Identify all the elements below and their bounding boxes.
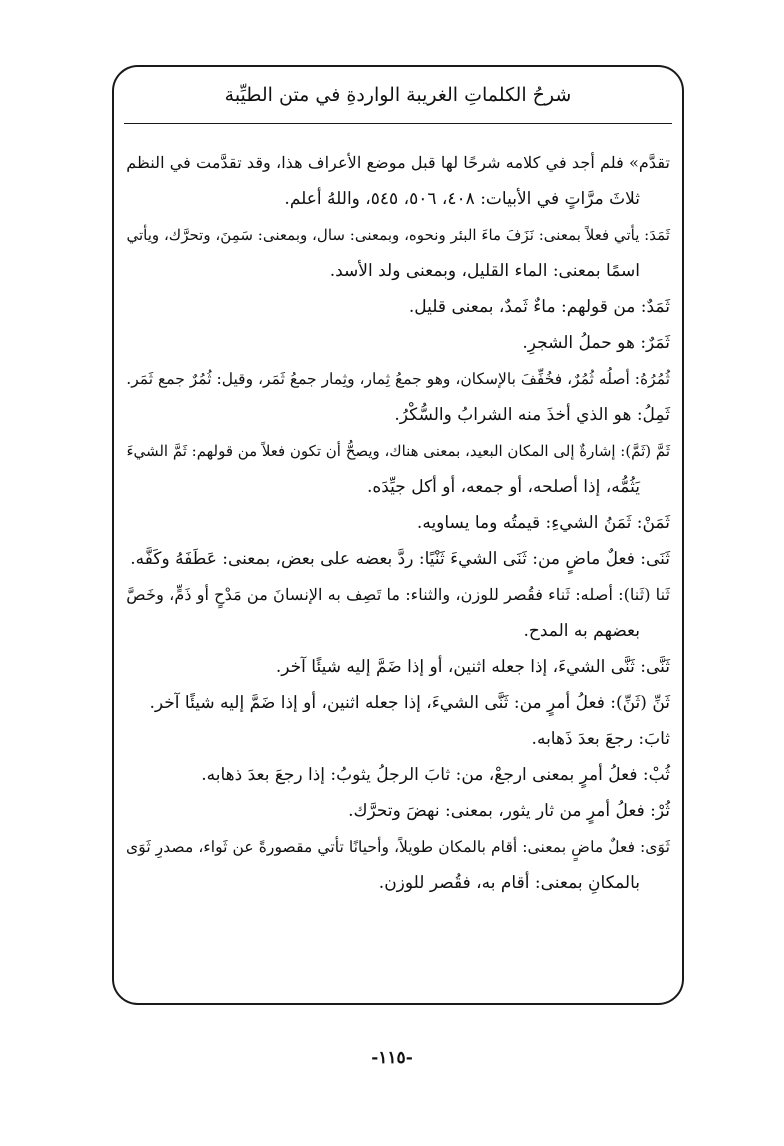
entry-taqaddam	[126, 145, 670, 217]
entry-thanna	[126, 649, 670, 685]
entry-line: ثَمَنْ: ثَمَنُ الشيءِ: قيمتُه وما يساويه.	[416, 513, 670, 533]
header-rule	[124, 123, 672, 124]
entry-thamad	[126, 289, 670, 325]
entry-thamma	[126, 433, 670, 505]
entry-thana-verb	[126, 541, 670, 577]
entry-line: ثُمُرُهُ: أصلُه ثُمُرٌ، فخُفِّفَ بالإسكان، وهو جمعُ ثِمار، وثِمار جمعُ ثَمَر، وقيل: ثُمُرٌ جمع ثَمَر.	[126, 370, 670, 388]
entry-thur	[126, 793, 670, 829]
entry-line: ثُرْ: فعلُ أمرٍ من ثار يثور، بمعنى: نهضَ وتحرَّك.	[348, 801, 670, 821]
entry-thub	[126, 757, 670, 793]
entry-line-continuation: بالمكانِ بمعنى: أقام به، فقُصر للوزن.	[378, 873, 640, 893]
entry-thanni	[126, 685, 670, 721]
entry-line-continuation: يَثُمُّه، إذا أصلحه، أو جمعه، أو أكل جيِّدَه.	[366, 477, 640, 497]
entry-line: ثَمَدٌ: من قولهم: ماءٌ ثَمدٌ، بمعنى قليل.	[408, 297, 670, 317]
page-number: -١١٥-	[371, 1048, 413, 1068]
entry-thamada-verb	[126, 217, 670, 289]
running-header: شرحُ الكلماتِ الغريبة الواردةِ في متن الطيِّبة	[224, 84, 572, 106]
entry-thumuruh	[126, 361, 670, 397]
entry-line: ثَوَى: فعلٌ ماضٍ بمعنى: أقام بالمكان طويلاً، وأحيانًا تأتي مقصورةً عن ثَواء، مصدرِ ثَوَى	[126, 837, 670, 856]
entry-thaba	[126, 721, 670, 757]
entry-line: ثَمَّ (ثَمَّ): إشارةٌ إلى المكان البعيد، بمعنى هناك، ويصحُّ أن تكون فعلاً من قولهم: ثَمَّ الشيءَ	[126, 442, 670, 460]
page-frame	[112, 65, 684, 1005]
entry-thamar	[126, 325, 670, 361]
entry-line-continuation: اسمًا بمعنى: الماء القليل، وبمعنى ولد الأسد.	[329, 261, 640, 281]
entry-line: ثَنَّى: ثَنَّى الشيءَ، إذا جعله اثنين، أو إذا ضَمَّ إليه شيئًا آخر.	[275, 657, 670, 677]
entry-line: ثَمَدَ: يأتي فعلاً بمعنى: نَزَفَ ماءَ البئر ونحوه، وبمعنى: سال، وبمعنى: سَمِنَ، وتحرَّك، ويأتي	[126, 226, 670, 244]
entry-line: ثَنا (ثَنا): أصله: ثَناء فقُصر للوزن، والثناء: ما تَصِف به الإنسانَ من مَدْحٍ أو ذَمٍّ، وخَصَّ	[126, 585, 670, 604]
entry-line-continuation: ثلاثَ مرَّاتٍ في الأبيات: ٤٠٨، ٥٠٦، ٥٤٥، واللهُ أعلم.	[284, 189, 640, 209]
entry-thaman	[126, 505, 670, 541]
entry-line-continuation: بعضهم به المدح.	[523, 621, 640, 641]
entry-thawa	[126, 829, 670, 901]
entry-line: ثَمِلُ: هو الذي أخذَ منه الشرابُ والسُّكْرُ.	[394, 405, 670, 425]
entry-thamil	[126, 397, 670, 433]
entry-line: تقدَّم» فلم أجد في كلامه شرحًا لها قبل موضع الأعراف هذا، وقد تقدَّمت في النظم	[126, 153, 670, 172]
entry-line: ثَنِّ (ثَنِّ): فعلُ أمرٍ من: ثَنَّى الشيءَ، إذا جعله اثنين، أو إذا ضَمَّ إليه شيئًا آخر.	[149, 693, 670, 713]
entry-line: ثَمَرٌ: هو حملُ الشجرِ.	[522, 333, 670, 353]
entry-line: ثابَ: رجعَ بعدَ ذَهابه.	[531, 729, 670, 749]
entry-line: ثَنَى: فعلٌ ماضٍ من: ثَنَى الشيءَ ثَنْيًا: ردَّ بعضه على بعض، بمعنى: عَطَفَهُ وكَفَّه.	[130, 549, 670, 569]
body-text	[126, 145, 670, 901]
entry-thana-noun	[126, 577, 670, 649]
entry-line: ثُبْ: فعلُ أمرٍ بمعنى ارجعْ، من: ثابَ الرجلُ يثوبُ: إذا رجعَ بعدَ ذهابه.	[201, 765, 670, 785]
